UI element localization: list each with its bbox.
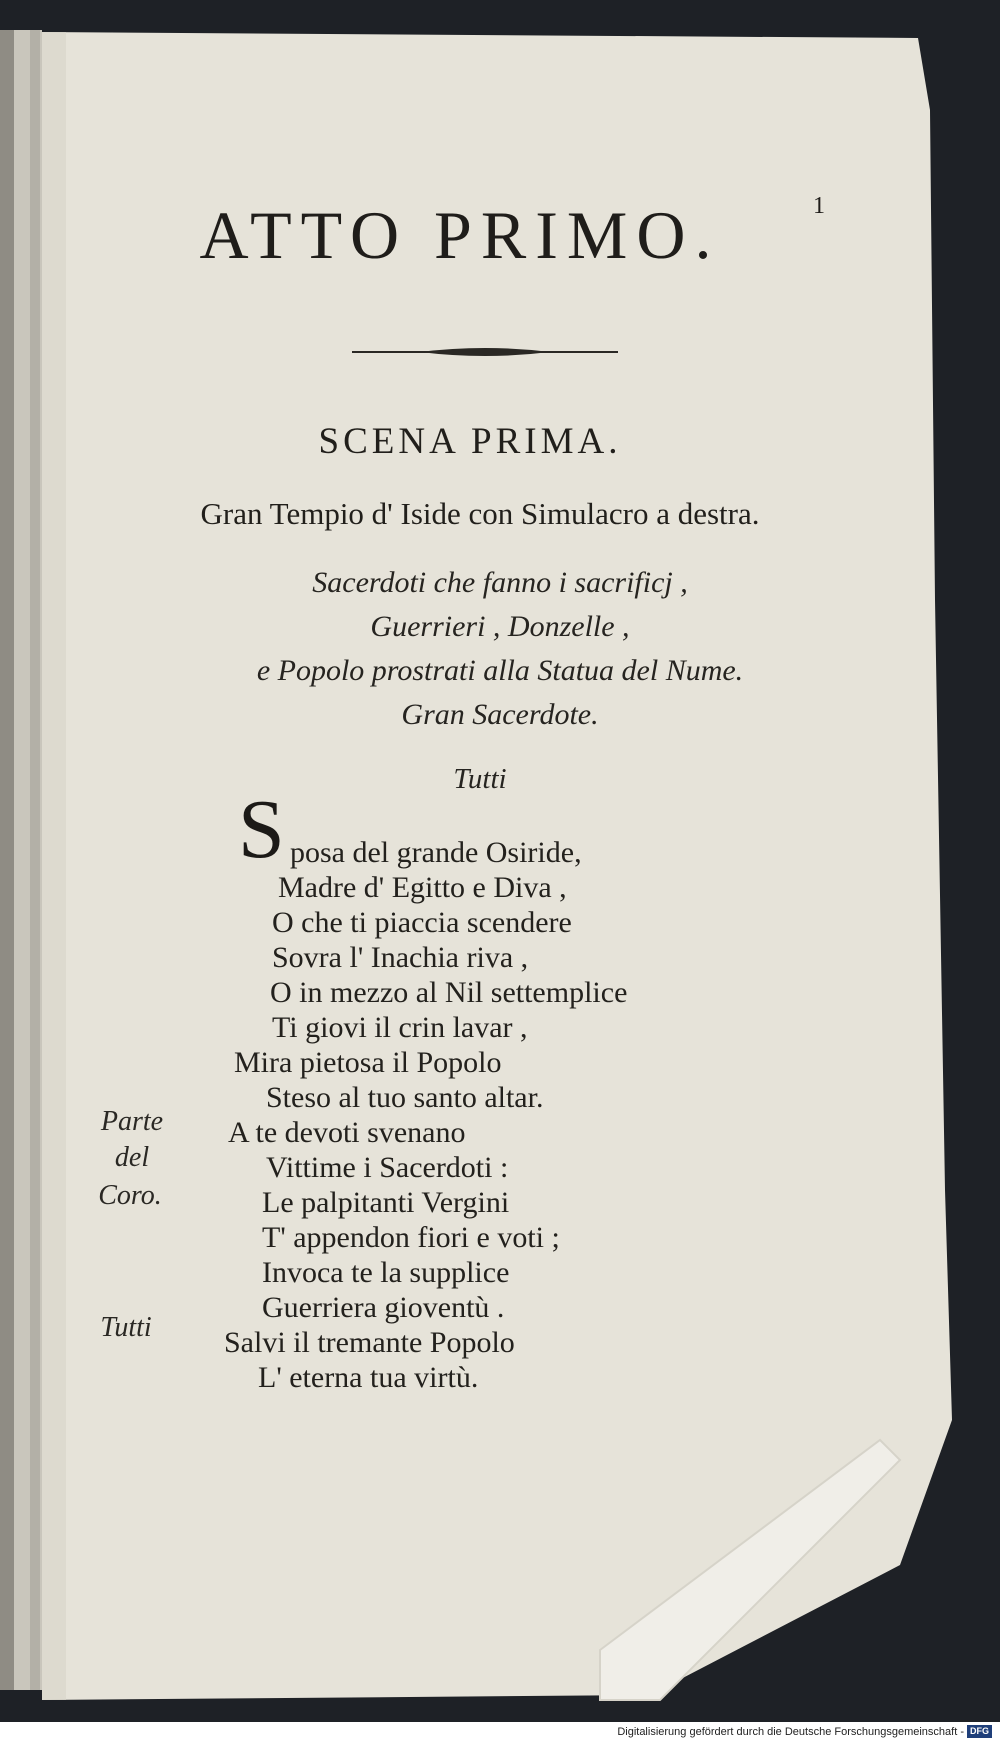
margin-note-parte: Parte bbox=[100, 1106, 164, 1137]
verse-line: O in mezzo al Nil settemplice bbox=[270, 976, 628, 1009]
verse-line: Vittime i Sacerdoti : bbox=[266, 1151, 509, 1184]
verse-line: Le palpitanti Vergini bbox=[262, 1186, 510, 1219]
verse-line: Salvi il tremante Popolo bbox=[224, 1326, 515, 1359]
act-title: ATTO PRIMO. bbox=[199, 197, 721, 273]
margin-note-tutti: Tutti bbox=[100, 1312, 152, 1343]
stage-direction-line: Gran Sacerdote. bbox=[401, 698, 599, 731]
verse-line: Ti giovi il crin lavar , bbox=[272, 1011, 528, 1044]
scene-setting: Gran Tempio d' Iside con Simulacro a destra. bbox=[200, 496, 760, 531]
drop-cap: S bbox=[238, 783, 285, 876]
verse-line: Steso al tuo santo altar. bbox=[266, 1081, 544, 1114]
verse-line: O che ti piaccia scendere bbox=[272, 906, 572, 939]
verse-line: A te devoti svenano bbox=[228, 1116, 466, 1149]
ornamental-rule bbox=[350, 344, 620, 360]
verse-line: Guerriera gioventù . bbox=[262, 1291, 505, 1324]
stage-direction-line: e Popolo prostrati alla Statua del Nume. bbox=[256, 654, 744, 687]
verse-line: Invoca te la supplice bbox=[262, 1256, 510, 1289]
margin-note-del: del bbox=[114, 1142, 150, 1173]
verse-line: Madre d' Egitto e Diva , bbox=[278, 871, 567, 904]
margin-note-coro: Coro. bbox=[98, 1180, 162, 1211]
verse-line: posa del grande Osiride, bbox=[290, 836, 582, 869]
verse-line: T' appendon fiori e voti ; bbox=[262, 1221, 560, 1254]
scene-heading: SCENA PRIMA. bbox=[318, 421, 622, 462]
stage-direction-line: Sacerdoti che fanno i sacrificj , bbox=[312, 566, 688, 599]
dfg-logo: DFG bbox=[967, 1725, 992, 1738]
page-number: 1 bbox=[813, 193, 825, 219]
verse-line: Mira pietosa il Popolo bbox=[234, 1046, 502, 1079]
verse-line: Sovra l' Inachia riva , bbox=[272, 941, 529, 974]
stage-direction-line: Guerrieri , Donzelle , bbox=[370, 610, 630, 643]
footer-credit: Digitalisierung gefördert durch die Deutsche Forschungsgemeinschaft - bbox=[617, 1726, 964, 1738]
verse-line: L' eterna tua virtù. bbox=[258, 1361, 479, 1394]
speaker-label-tutti: Tutti bbox=[453, 763, 507, 795]
